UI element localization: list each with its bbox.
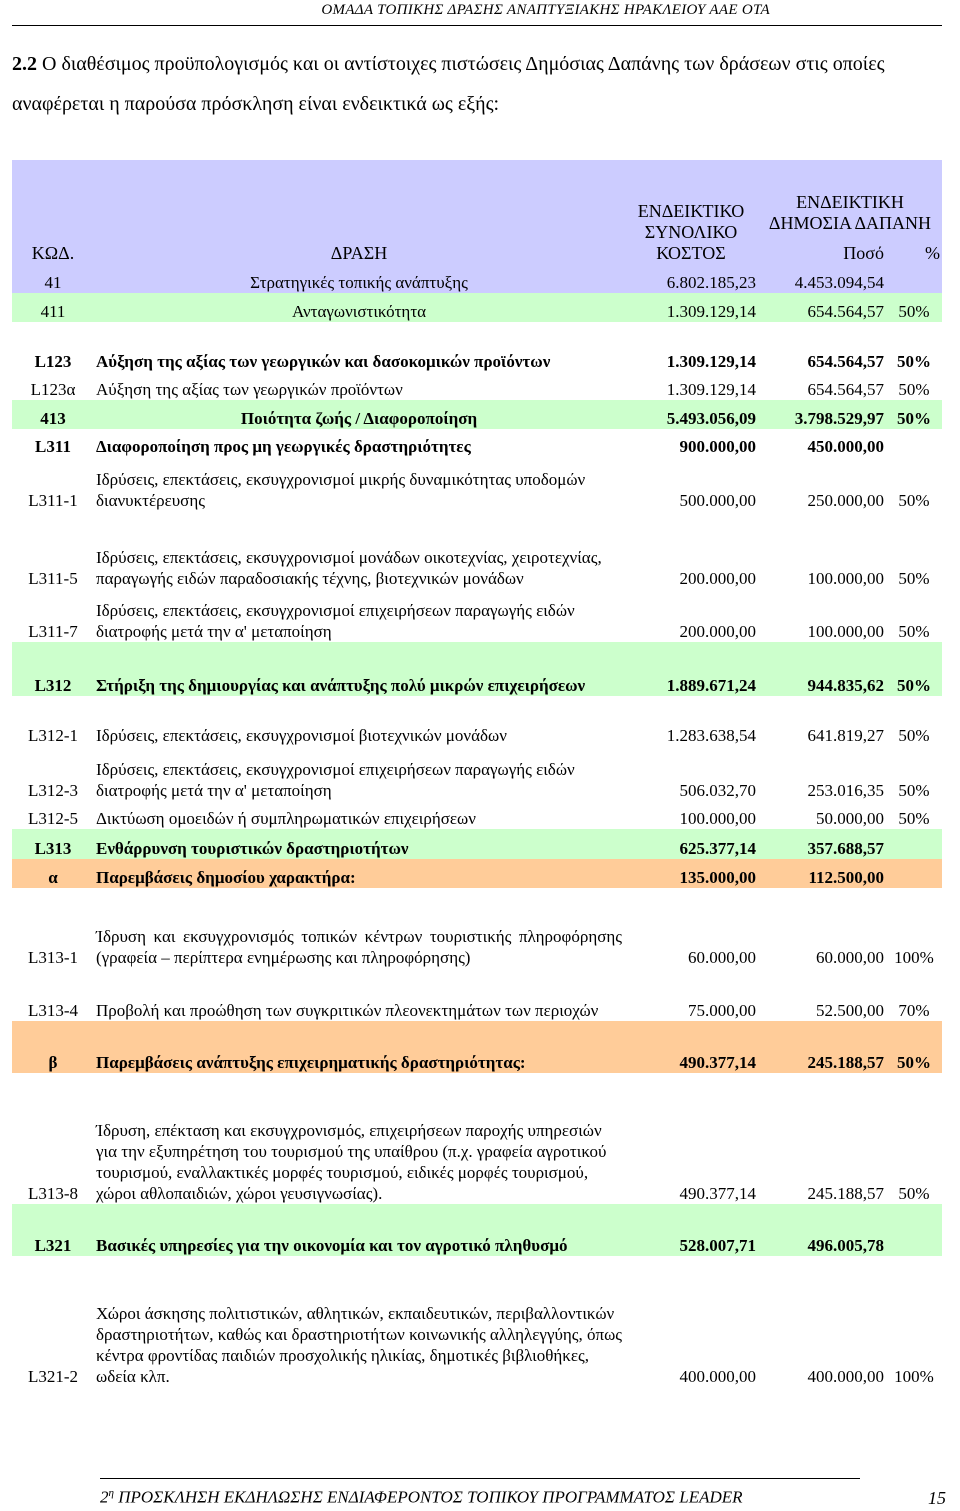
row-public-amount: 112.500,00 <box>758 859 886 888</box>
header-action: ΔΡΑΣΗ <box>94 160 624 264</box>
row-description: Ενθάρρυνση τουριστικών δραστηριοτήτων <box>94 829 624 859</box>
header-total-cost: ΕΝΔΕΙΚΤΙΚΟ ΣΥΝΟΛΙΚΟ ΚΟΣΤΟΣ <box>624 160 758 264</box>
row-code: 41 <box>12 264 94 293</box>
row-description: Αύξηση της αξίας των γεωργικών και δασοκομικών προϊόντων <box>96 352 551 371</box>
row-percent: 50% <box>886 1021 942 1073</box>
row-total-cost: 1.889.671,24 <box>624 642 758 696</box>
row-public-amount: 654.564,57 <box>807 380 884 399</box>
row-code: β <box>12 1021 94 1073</box>
row-total-cost: 625.377,14 <box>624 829 758 859</box>
row-description: Χώροι άσκησης πολιτιστικών, αθλητικών, εκπαιδευτικών, περιβαλλοντικών δραστηριοτήτων, καθώς και δραστηριοτήτων κοινωνικής αλληλεγγύης, όπως κέντρα φροντίδας παιδιών προσχολικής ηλικίας, δημοτικές βιβλιοθήκες, ωδεία κλπ. <box>96 1304 623 1386</box>
header-code: ΚΩΔ. <box>12 160 94 264</box>
row-percent: 50% <box>886 642 942 696</box>
row-description: Ποιότητα ζωής / Διαφοροποίηση <box>94 400 624 429</box>
row-total-cost: 5.493.056,09 <box>624 400 758 429</box>
table-row <box>12 642 942 696</box>
row-percent <box>886 264 942 293</box>
row-public-amount: 245.188,57 <box>758 1021 886 1073</box>
row-percent: 50% <box>898 569 930 588</box>
row-code: L311-7 <box>28 622 78 641</box>
row-public-amount: 100.000,00 <box>807 569 884 588</box>
row-percent: 50% <box>898 1184 930 1203</box>
table-row <box>12 1021 942 1073</box>
row-public-amount: 52.500,00 <box>816 1001 884 1020</box>
row-code: L312-1 <box>27 726 79 745</box>
row-description: Ιδρύσεις, επεκτάσεις, εκσυγχρονισμοί επιχειρήσεων παραγωγής ειδών διατροφής μετά την α' μεταποίηση <box>96 601 575 641</box>
row-description: Παρεμβάσεις ανάπτυξης επιχειρηματικής δραστηριότητας: <box>94 1021 624 1073</box>
row-public-amount: 245.188,57 <box>807 1184 884 1203</box>
header-amount: Ποσό <box>758 234 886 264</box>
row-description: Ανταγωνιστικότητα <box>94 293 624 322</box>
header-divider <box>12 25 942 26</box>
row-public-amount: 250.000,00 <box>807 491 884 510</box>
row-description: Ίδρυση, επέκταση και εκσυγχρονισμός, επιχειρήσεων παροχής υπηρεσιών για την εξυπηρέτηση του τουρισμού της υπαίθρου (π.χ. γραφεία αγροτικού τουρισμού, εναλλακτικές μορφές τουρισμού, ειδικές μορφές τουρισμού, χώροι αθλοπαιδιών, χώροι γευσιγνωσίας). <box>96 1121 607 1203</box>
row-total-cost: 200.000,00 <box>679 569 756 588</box>
row-total-cost: 75.000,00 <box>688 1001 756 1020</box>
row-description: Διαφοροποίηση προς μη γεωργικές δραστηριότητες <box>96 437 471 456</box>
row-description: Στήριξη της δημιουργίας και ανάπτυξης πολύ μικρών επιχειρήσεων <box>94 642 624 696</box>
row-code: L123α <box>30 380 76 399</box>
intro-paragraph <box>12 44 942 124</box>
row-description: Ιδρύσεις, επεκτάσεις, εκσυγχρονισμοί μικρής δυναμικότητας υποδομών διανυκτέρευσης <box>96 470 586 510</box>
row-percent: 50% <box>897 352 931 371</box>
table-row <box>12 457 942 511</box>
row-public-amount: 3.798.529,97 <box>758 400 886 429</box>
row-percent: 50% <box>898 622 930 641</box>
row-code: L321 <box>12 1204 94 1256</box>
row-code: α <box>12 859 94 888</box>
row-public-amount: 654.564,57 <box>758 293 886 322</box>
row-percent: 50% <box>886 400 942 429</box>
row-percent: 50% <box>898 726 930 745</box>
table-row <box>12 801 942 829</box>
header-percent: % <box>886 234 942 264</box>
table-row <box>12 829 942 859</box>
row-percent: 50% <box>898 809 930 828</box>
row-code: L123 <box>34 352 72 371</box>
row-code: L312-5 <box>27 809 79 828</box>
row-code: L312 <box>12 642 94 696</box>
row-code: L311-5 <box>28 569 78 588</box>
row-total-cost: 1.283.638,54 <box>666 726 756 745</box>
row-public-amount: 944.835,62 <box>758 642 886 696</box>
row-percent: 50% <box>898 781 930 800</box>
row-total-cost: 1.309.129,14 <box>624 293 758 322</box>
section-number: 2.2 <box>12 53 37 75</box>
row-total-cost: 6.802.185,23 <box>624 264 758 293</box>
row-code: L311 <box>35 437 71 456</box>
row-code: 413 <box>12 400 94 429</box>
row-public-amount: 60.000,00 <box>816 948 884 967</box>
row-public-amount: 641.819,27 <box>807 726 884 745</box>
row-percent <box>886 829 942 859</box>
table-header-row <box>12 160 942 234</box>
row-total-cost: 490.377,14 <box>624 1021 758 1073</box>
intro-text: Ο διαθέσιμος προϋπολογισμός και οι αντίστοιχες πιστώσεις Δημόσιας Δαπάνης των δράσεων στις οποίες αναφέρεται η παρούσα πρόσκληση είναι ενδεικτικά ως εξής: <box>12 53 885 115</box>
row-public-amount: 100.000,00 <box>807 622 884 641</box>
row-total-cost: 900.000,00 <box>679 437 756 456</box>
row-percent: 100% <box>894 948 934 967</box>
row-public-amount: 50.000,00 <box>816 809 884 828</box>
row-percent <box>886 859 942 888</box>
row-code: L311-1 <box>28 491 78 510</box>
table-row <box>12 264 942 293</box>
table-row <box>12 511 942 589</box>
table-row <box>12 888 942 968</box>
row-description: Ιδρύσεις, επεκτάσεις, εκσυγχρονισμοί βιοτεχνικών μονάδων <box>96 726 507 745</box>
footer-ordinal-suffix: η <box>108 1487 114 1499</box>
footer-text: ΠΡΟΣΚΛΗΣΗ ΕΚΔΗΛΩΣΗΣ ΕΝΔΙΑΦΕΡΟΝΤΟΣ ΤΟΠΙΚΟΥ ΠΡΟΓΡΑΜΜΑΤΟΣ LEADER <box>113 1487 743 1507</box>
row-description: Ίδρυση και εκσυγχρονισμός τοπικών κέντρων τουριστικής πληροφόρησης (γραφεία – περίπτερα ενημέρωσης και πληροφόρησης) <box>96 927 622 967</box>
row-public-amount: 4.453.094,54 <box>758 264 886 293</box>
row-description: Ιδρύσεις, επεκτάσεις, εκσυγχρονισμοί μονάδων οικοτεχνίας, χειροτεχνίας, παραγωγής ειδών παραδοσιακής τέχνης, βιοτεχνικών μονάδων <box>96 548 602 588</box>
row-description: Προβολή και προώθηση των συγκριτικών πλεονεκτημάτων των περιοχών <box>96 1001 599 1020</box>
table-row <box>12 372 942 400</box>
footer-ordinal: 2 <box>100 1487 109 1507</box>
table-row <box>12 1204 942 1256</box>
row-description: Παρεμβάσεις δημοσίου χαρακτήρα: <box>94 859 624 888</box>
budget-table <box>12 160 942 1387</box>
row-public-amount: 253.016,35 <box>807 781 884 800</box>
table-row <box>12 589 942 642</box>
row-description: Αύξηση της αξίας των γεωργικών προϊόντων <box>96 380 403 399</box>
row-percent: 100% <box>894 1367 934 1386</box>
row-percent: 50% <box>898 491 930 510</box>
row-total-cost: 1.309.129,14 <box>666 380 756 399</box>
table-row <box>12 859 942 888</box>
row-public-amount: 654.564,57 <box>807 352 884 371</box>
row-total-cost: 200.000,00 <box>679 622 756 641</box>
table-row <box>12 293 942 322</box>
row-total-cost: 1.309.129,14 <box>666 352 756 371</box>
table-row <box>12 968 942 1021</box>
page-header: ΟΜΑΔΑ ΤΟΠΙΚΗΣ ΔΡΑΣΗΣ ΑΝΑΠΤΥΞΙΑΚΗΣ ΗΡΑΚΛΕΙΟΥ ΑΑΕ ΟΤΑ <box>321 2 770 18</box>
row-percent <box>886 429 942 457</box>
row-code: L313 <box>12 829 94 859</box>
row-code: 411 <box>12 293 94 322</box>
row-public-amount: 496.005,78 <box>758 1204 886 1256</box>
header-public-expense: ΕΝΔΕΙΚΤΙΚΗ ΔΗΜΟΣΙΑ ΔΑΠΑΝΗ <box>758 160 942 234</box>
row-code: L313-4 <box>27 1001 79 1020</box>
table-row <box>12 696 942 746</box>
table-row <box>12 400 942 429</box>
page-number: 15 <box>928 1488 946 1508</box>
row-percent: 70% <box>898 1001 930 1020</box>
table-row <box>12 429 942 457</box>
row-total-cost: 528.007,71 <box>624 1204 758 1256</box>
row-description: Στρατηγικές τοπικής ανάπτυξης <box>94 264 624 293</box>
row-description: Ιδρύσεις, επεκτάσεις, εκσυγχρονισμοί επιχειρήσεων παραγωγής ειδών διατροφής μετά την α' μεταποίηση <box>96 760 575 800</box>
row-description: Δικτύωση ομοειδών ή συμπληρωματικών επιχειρήσεων <box>96 809 476 828</box>
row-total-cost: 490.377,14 <box>679 1184 756 1203</box>
row-total-cost: 60.000,00 <box>688 948 756 967</box>
table-row <box>12 1256 942 1387</box>
row-public-amount: 400.000,00 <box>807 1367 884 1386</box>
row-total-cost: 100.000,00 <box>679 809 756 828</box>
row-percent <box>886 1204 942 1256</box>
row-total-cost: 506.032,70 <box>679 781 756 800</box>
row-public-amount: 357.688,57 <box>758 829 886 859</box>
table-row <box>12 746 942 801</box>
page-footer <box>100 1478 860 1508</box>
row-code: L313-8 <box>27 1184 79 1203</box>
row-public-amount: 450.000,00 <box>807 437 884 456</box>
row-description: Βασικές υπηρεσίες για την οικονομία και τον αγροτικό πληθυσμό <box>94 1204 624 1256</box>
row-code: L313-1 <box>27 948 79 967</box>
row-percent: 50% <box>898 380 930 399</box>
row-percent: 50% <box>886 293 942 322</box>
table-row <box>12 1073 942 1204</box>
row-total-cost: 135.000,00 <box>624 859 758 888</box>
row-code: L312-3 <box>27 781 79 800</box>
table-row <box>12 322 942 372</box>
row-total-cost: 400.000,00 <box>679 1367 756 1386</box>
row-code: L321-2 <box>27 1367 79 1386</box>
row-total-cost: 500.000,00 <box>679 491 756 510</box>
